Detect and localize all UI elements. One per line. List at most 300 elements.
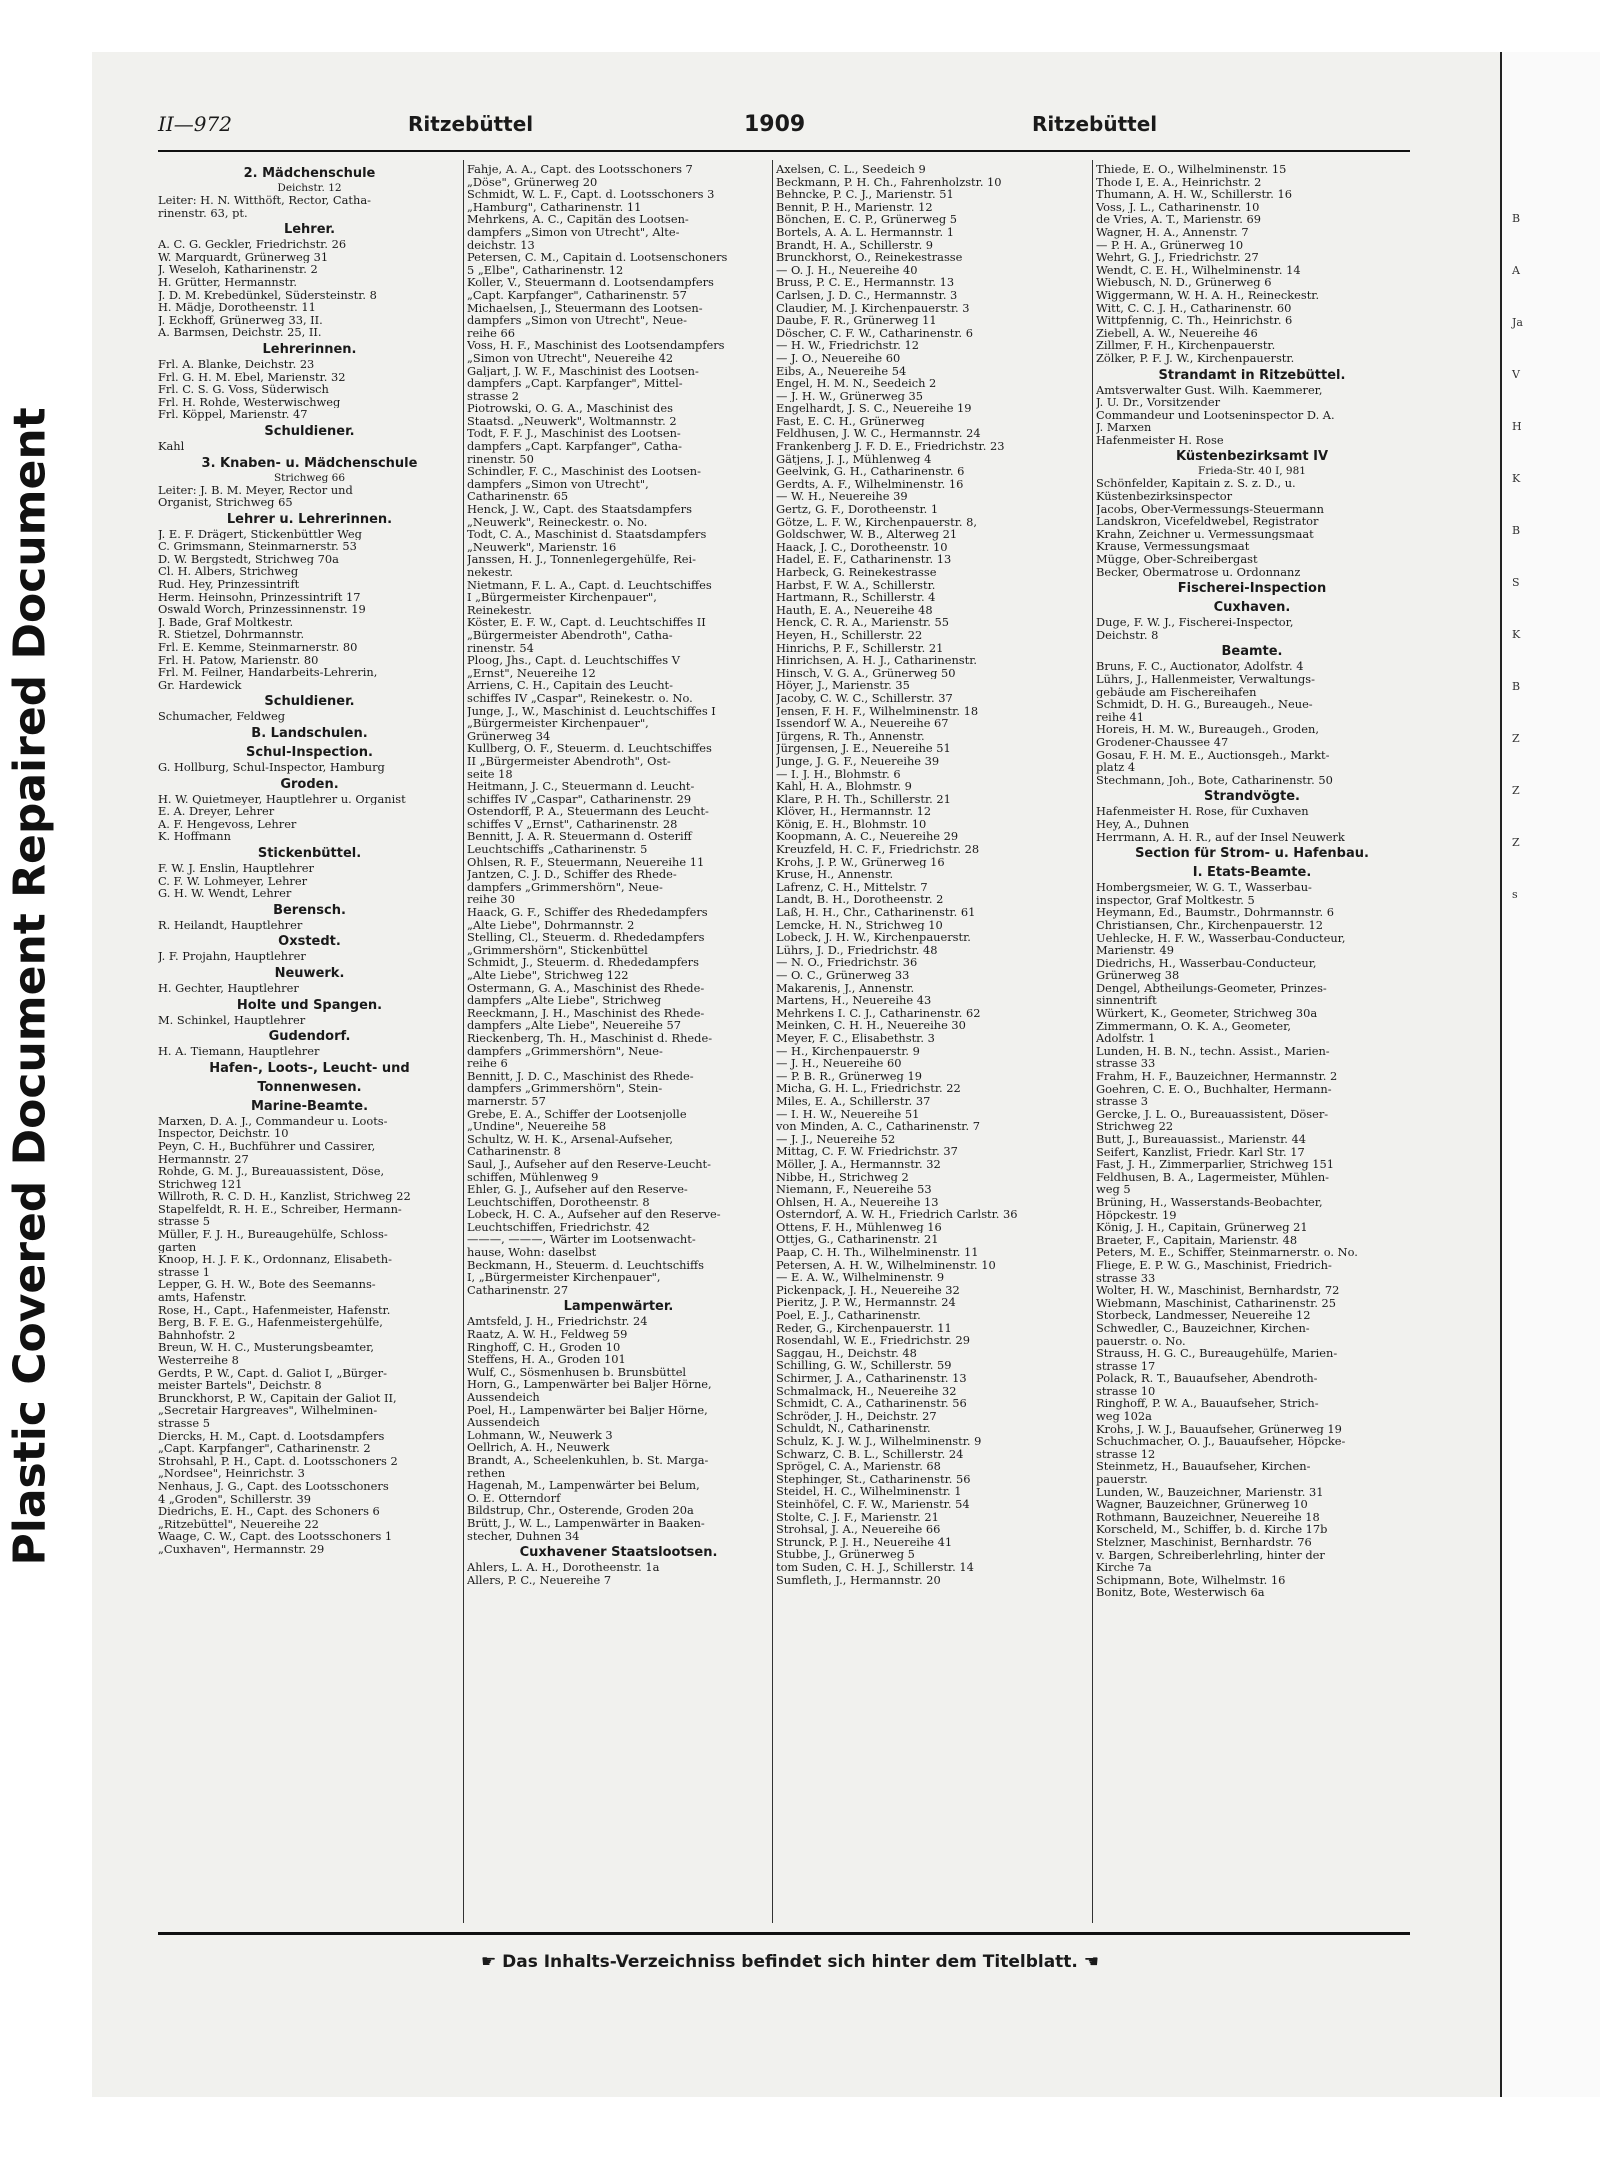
section-heading: Cuxhavener Staatslootsen. bbox=[519, 1545, 718, 1561]
directory-entry: Würkert, K., Geometer, Strichweg 30a bbox=[1096, 1007, 1318, 1020]
directory-entry: — J. J., Neuereihe 52 bbox=[776, 1132, 896, 1146]
directory-entry: I „Bürgermeister Kirchenpauer", bbox=[467, 591, 657, 604]
column-1 bbox=[158, 163, 461, 1923]
directory-entry: Galjart, J. W. F., Maschinist des Lootsen- bbox=[467, 364, 699, 378]
adjacent-page-letter: B bbox=[1512, 212, 1521, 225]
section-heading: Strandamt in Ritzebüttel. bbox=[1158, 367, 1346, 383]
directory-entry: pauerstr. o. No. bbox=[1096, 1334, 1186, 1348]
directory-entry: Commandeur und Lootseninspector D. A. bbox=[1096, 408, 1335, 422]
directory-entry: Krahn, Zeichner u. Vermessungsmaat bbox=[1096, 527, 1314, 541]
directory-entry: Schmalmack, H., Neuereihe 32 bbox=[776, 1384, 957, 1398]
directory-entry: Behncke, P. C. J., Marienstr. 51 bbox=[776, 188, 954, 201]
directory-entry: Schumacher, Feldweg bbox=[158, 710, 286, 723]
directory-entry: Frankenberg J. F. D. E., Friedrichstr. 23 bbox=[776, 440, 1005, 453]
adjacent-page-letter: Ja bbox=[1512, 316, 1523, 329]
directory-entry: Haack, G. F., Schiffer des Rhededampfers bbox=[467, 906, 708, 919]
directory-entry: König, J. H., Capitain, Grünerweg 21 bbox=[1096, 1221, 1308, 1234]
directory-entry: Jantzen, C. J. D., Schiffer des Rhede- bbox=[467, 868, 677, 881]
directory-entry: Ostendorff, P. A., Steuermann des Leucht- bbox=[467, 805, 709, 818]
directory-entry: Brunckhorst, O., Reinekestrasse bbox=[776, 251, 963, 264]
directory-entry: dampfers „Grimmershörn", Stein- bbox=[467, 1082, 663, 1095]
directory-entry: Frl. G. H. M. Ebel, Marienstr. 32 bbox=[158, 370, 346, 384]
directory-entry: — H., Kirchenpauerstr. 9 bbox=[776, 1044, 920, 1058]
directory-entry: Höyer, J., Marienstr. 35 bbox=[776, 679, 910, 692]
directory-entry: Makarenis, J., Annenstr. bbox=[776, 981, 915, 995]
directory-entry: Küstenbezirksinspector bbox=[1096, 490, 1233, 503]
directory-entry: Höpckestr. 19 bbox=[1096, 1208, 1177, 1222]
directory-entry: Gosau, F. H. M. E., Auctionsgeh., Markt- bbox=[1096, 748, 1330, 762]
directory-entry: Martens, H., Neuereihe 43 bbox=[776, 994, 932, 1007]
directory-entry: Ziebell, A. W., Neuereihe 46 bbox=[1096, 326, 1258, 340]
directory-entry: Gerdts, P. W., Capt. d. Galiot I, „Bürger- bbox=[158, 1366, 387, 1380]
directory-entry: Müller, F. J. H., Bureaugehülfe, Schloss- bbox=[158, 1228, 388, 1241]
directory-entry: Stubbe, J., Grünerweg 5 bbox=[776, 1548, 915, 1561]
directory-entry: Frl. E. Kemme, Steinmarnerstr. 80 bbox=[158, 641, 358, 654]
section-heading: Marine-Beamte. bbox=[250, 1098, 369, 1114]
directory-entry: Wolter, H. W., Maschinist, Bernhardstr, 72 bbox=[1096, 1284, 1340, 1297]
section-heading: Lehrerinnen. bbox=[262, 341, 357, 357]
directory-entry: „Döse", Grünerweg 20 bbox=[467, 175, 598, 189]
directory-entry: „Bürgermeister Abendroth", Catha- bbox=[467, 628, 673, 642]
directory-entry: Oellrich, A. H., Neuwerk bbox=[467, 1441, 610, 1454]
directory-entry: Brandt, A., Scheelenkuhlen, b. St. Marga- bbox=[467, 1453, 709, 1467]
directory-entry: dampfers „Capt. Karpfanger", Mittel- bbox=[467, 377, 683, 390]
directory-entry: Mehrkens I. C. J., Catharinenstr. 62 bbox=[776, 1006, 981, 1020]
directory-entry: Hey, A., Duhnen bbox=[1096, 817, 1190, 831]
directory-entry: Geelvink, G. H., Catharinenstr. 6 bbox=[776, 465, 965, 478]
directory-entry: Saul, J., Aufseher auf den Reserve-Leucht- bbox=[467, 1157, 711, 1171]
directory-entry: Bonitz, Bote, Westerwisch 6a bbox=[1096, 1586, 1265, 1599]
directory-entry: strasse 2 bbox=[467, 389, 519, 403]
section-heading: Stickenbüttel. bbox=[257, 845, 362, 861]
section-heading: Hafen-, Loots-, Leucht- und bbox=[209, 1060, 410, 1076]
directory-entry: Leuchtschiffen, Dorotheenstr. 8 bbox=[467, 1195, 650, 1209]
adjacent-page-letter: s bbox=[1512, 888, 1518, 901]
directory-entry: seite 18 bbox=[467, 767, 513, 781]
directory-entry: Willroth, R. C. D. H., Kanzlist, Strichweg 22 bbox=[158, 1190, 411, 1203]
directory-entry: „Bürgermeister Kirchenpauer", bbox=[467, 717, 649, 730]
directory-entry: Zimmermann, O. K. A., Geometer, bbox=[1096, 1019, 1291, 1033]
directory-entry: deichstr. 13 bbox=[467, 238, 535, 252]
directory-entry: Christiansen, Chr., Kirchenpauerstr. 12 bbox=[1096, 918, 1323, 932]
directory-entry: Strauss, H. G. C., Bureaugehülfe, Marien- bbox=[1096, 1347, 1338, 1360]
directory-entry: — W. H., Neuereihe 39 bbox=[776, 490, 908, 504]
directory-entry: reihe 30 bbox=[467, 893, 516, 907]
directory-entry: Gätjens, J. J., Mühlenweg 4 bbox=[776, 452, 932, 466]
directory-entry: Strichweg 22 bbox=[1096, 1120, 1174, 1133]
header-rule bbox=[158, 150, 1410, 152]
column-3 bbox=[776, 163, 1088, 1923]
directory-entry: Herrmann, A. H. R., auf der Insel Neuwerk bbox=[1096, 830, 1345, 844]
directory-entry: Gertz, G. F., Dorotheenstr. 1 bbox=[776, 503, 939, 516]
directory-entry: Organist, Strichweg 65 bbox=[158, 496, 293, 509]
directory-entry: Ohlsen, H. A., Neuereihe 13 bbox=[776, 1195, 939, 1209]
header-right-title: Ritzebüttel bbox=[1032, 112, 1158, 136]
directory-entry: Lobeck, H. C. A., Aufseher auf den Reserve- bbox=[467, 1208, 721, 1221]
section-heading: Beamte. bbox=[1221, 644, 1283, 660]
directory-entry: dampfers „Capt. Karpfanger", Catha- bbox=[467, 440, 682, 453]
directory-entry: Hadel, E. F., Catharinenstr. 13 bbox=[776, 553, 952, 566]
directory-entry: Arriens, C. H., Capitain des Leucht- bbox=[467, 679, 673, 692]
directory-entry: Klöver, H., Hermannstr. 12 bbox=[776, 805, 932, 818]
directory-entry: Daube, F. R., Grünerweg 11 bbox=[776, 314, 937, 327]
directory-entry: Kreuzfeld, H. C. F., Friedrichstr. 28 bbox=[776, 843, 980, 856]
directory-entry: nekestr. bbox=[467, 566, 513, 579]
footer-notice bbox=[380, 1952, 1200, 1972]
directory-entry: Butt, J., Bureauassist., Marienstr. 44 bbox=[1096, 1133, 1307, 1146]
directory-entry: dampfers „Grimmershörn", Neue- bbox=[467, 1044, 663, 1058]
directory-entry: Leuchtschiffen, Friedrichstr. 42 bbox=[467, 1220, 650, 1234]
directory-entry: gebäude am Fischereihafen bbox=[1096, 685, 1257, 699]
directory-entry: Hombergsmeier, W. G. T., Wasserbau- bbox=[1096, 881, 1312, 894]
directory-entry: M. Schinkel, Hauptlehrer bbox=[158, 1013, 306, 1027]
directory-entry: Frahm, H. F., Bauzeichner, Hermannstr. 2 bbox=[1096, 1070, 1338, 1083]
directory-entry: Landskron, Vicefeldwebel, Registrator bbox=[1096, 515, 1319, 528]
directory-entry: Mehrkens, A. C., Capitän des Lootsen- bbox=[467, 213, 689, 226]
directory-entry: Amtsfeld, J. H., Friedrichstr. 24 bbox=[467, 1315, 648, 1329]
directory-entry: Frl. H. Rohde, Westerwischweg bbox=[158, 395, 341, 409]
directory-entry: sinnentrift bbox=[1096, 994, 1157, 1008]
directory-entry: „Alte Liebe", Dohrmannstr. 2 bbox=[467, 918, 635, 932]
directory-entry: Claudier, M. J. Kirchenpauerstr. 3 bbox=[776, 301, 970, 315]
directory-entry: Harbst, F. W. A., Schillerstr. bbox=[776, 578, 936, 592]
directory-entry: Catharinenstr. 8 bbox=[467, 1145, 561, 1158]
directory-entry: Lohmann, W., Neuwerk 3 bbox=[467, 1428, 613, 1442]
directory-entry: Wagner, Bauzeichner, Grünerweg 10 bbox=[1096, 1498, 1308, 1511]
directory-entry: v. Bargen, Schreiberlehrling, hinter der bbox=[1096, 1548, 1325, 1562]
directory-entry: Heymann, Ed., Baumstr., Dohrmannstr. 6 bbox=[1096, 906, 1334, 919]
section-heading: Lehrer. bbox=[283, 222, 336, 238]
directory-entry: Kruse, H., Annenstr. bbox=[776, 868, 894, 881]
directory-entry: Schuldt, N., Catharinenstr. bbox=[776, 1422, 931, 1435]
adjacent-page-letter: B bbox=[1512, 524, 1521, 537]
directory-entry: Ohlsen, R. F., Steuermann, Neuereihe 11 bbox=[467, 855, 705, 869]
directory-entry: dampfers „Grimmershörn", Neue- bbox=[467, 880, 663, 894]
directory-entry: Stelzner, Maschinist, Bernhardstr. 76 bbox=[1096, 1536, 1312, 1549]
directory-entry: J. Eckhoff, Grünerweg 33, II. bbox=[158, 313, 323, 327]
directory-entry: dampfers „Simon von Utrecht", Alte- bbox=[467, 225, 680, 239]
section-heading: B. Landschulen. bbox=[251, 726, 368, 741]
directory-entry: Lepper, G. H. W., Bote des Seemanns- bbox=[158, 1278, 376, 1292]
directory-entry: — O. C., Grünerweg 33 bbox=[776, 969, 910, 982]
directory-entry: „Capt. Karpfanger", Catharinenstr. 2 bbox=[158, 1442, 371, 1455]
directory-entry: strasse 1 bbox=[158, 1265, 210, 1279]
section-heading: 2. Mädchenschule bbox=[243, 166, 376, 181]
directory-entry: Strohsal, J. A., Neuereihe 66 bbox=[776, 1523, 941, 1536]
directory-entry: Frl. Köppel, Marienstr. 47 bbox=[158, 408, 308, 421]
directory-entry: Ehler, G. J., Aufseher auf den Reserve- bbox=[467, 1183, 688, 1196]
adjacent-page-letter: H bbox=[1512, 420, 1522, 433]
section-heading: I. Etats-Beamte. bbox=[1192, 865, 1312, 881]
section-heading: Küstenbezirksamt IV bbox=[1175, 449, 1329, 465]
section-address: Deichstr. 12 bbox=[277, 182, 342, 194]
column-2 bbox=[467, 163, 770, 1923]
directory-entry: A. C. G. Geckler, Friedrichstr. 26 bbox=[158, 238, 347, 251]
directory-entry: Pickenpack, J. H., Neuereihe 32 bbox=[776, 1283, 960, 1297]
directory-entry: Kirche 7a bbox=[1096, 1561, 1152, 1574]
directory-entry: Reder, G., Kirchenpauerstr. 11 bbox=[776, 1321, 952, 1335]
adjacent-page-letter: A bbox=[1512, 264, 1520, 277]
directory-entry: Ringhoff, C. H., Groden 10 bbox=[467, 1340, 621, 1354]
directory-entry: „Simon von Utrecht", Neuereihe 42 bbox=[467, 351, 674, 365]
directory-entry: Krohs, J. W. J., Bauaufseher, Grünerweg 19 bbox=[1096, 1422, 1342, 1436]
directory-entry: Diercks, H. M., Capt. d. Lootsdampfers bbox=[158, 1429, 385, 1443]
directory-entry: Fliege, E. P. W. G., Maschinist, Friedrich- bbox=[1096, 1258, 1332, 1272]
pointing-hand-right-icon: ☚ bbox=[1077, 1952, 1100, 1972]
directory-entry: „Neuwerk", Reineckestr. o. No. bbox=[467, 515, 648, 529]
header-left-title: Ritzebüttel bbox=[408, 112, 534, 136]
directory-entry: König, E. H., Blohmstr. 10 bbox=[776, 817, 927, 831]
directory-entry: Catharinenstr. 27 bbox=[467, 1283, 569, 1297]
section-heading: Tonnenwesen. bbox=[257, 1079, 362, 1095]
section-heading: Schuldiener. bbox=[264, 694, 355, 710]
directory-entry: „Neuwerk", Marienstr. 16 bbox=[467, 540, 617, 554]
directory-entry: Feldhusen, B. A., Lagermeister, Mühlen- bbox=[1096, 1170, 1330, 1184]
directory-entry: Korscheld, M., Schiffer, b. d. Kirche 17b bbox=[1096, 1523, 1328, 1536]
directory-entry: Jürgens, R. Th., Annenstr. bbox=[776, 729, 925, 743]
directory-entry: Brüning, H., Wasserstands-Beobachter, bbox=[1096, 1195, 1323, 1209]
directory-entry: J. Weseloh, Katharinenstr. 2 bbox=[158, 263, 318, 276]
directory-entry: Rohde, G. M. J., Bureauassistent, Döse, bbox=[158, 1165, 385, 1178]
directory-entry: Rothmann, Bauzeichner, Neuereihe 18 bbox=[1096, 1510, 1320, 1524]
directory-entry: Gerdts, A. F., Wilhelminenstr. 16 bbox=[776, 477, 964, 491]
directory-entry: J. Bade, Graf Moltkestr. bbox=[158, 615, 294, 629]
directory-entry: „Cuxhaven", Hermannstr. 29 bbox=[158, 1542, 325, 1556]
section-heading: Schuldiener. bbox=[264, 423, 355, 439]
directory-entry: Schwedler, C., Bauzeichner, Kirchen- bbox=[1096, 1321, 1310, 1335]
directory-entry: Poel, E. J., Catharinenstr. bbox=[776, 1309, 921, 1322]
directory-entry: Petersen, A. H. W., Wilhelminenstr. 10 bbox=[776, 1258, 996, 1272]
section-heading: Groden. bbox=[280, 776, 339, 792]
directory-entry: Frl. H. Patow, Marienstr. 80 bbox=[158, 653, 319, 667]
directory-entry: Schmidt, C. A., Catharinenstr. 56 bbox=[776, 1397, 967, 1410]
directory-entry: Frl. M. Feilner, Handarbeits-Lehrerin, bbox=[158, 666, 378, 679]
directory-entry: Fast, J. H., Zimmerparlier, Strichweg 151 bbox=[1096, 1158, 1334, 1171]
directory-entry: Bruss, P. C. E., Hermannstr. 13 bbox=[776, 276, 955, 289]
directory-entry: Knoop, H. J. F. K., Ordonnanz, Elisabeth- bbox=[158, 1253, 392, 1266]
directory-entry: inspector, Graf Moltkestr. 5 bbox=[1096, 893, 1255, 907]
directory-entry: II „Bürgermeister Abendroth", Ost- bbox=[467, 754, 671, 768]
directory-entry: — J. H. W., Grünerweg 35 bbox=[776, 389, 923, 403]
directory-entry: „Capt. Karpfanger", Catharinenstr. 57 bbox=[467, 288, 687, 302]
directory-entry: H. Mädje, Dorotheenstr. 11 bbox=[158, 301, 316, 314]
directory-entry: dampfers „Simon von Utrecht", bbox=[467, 477, 649, 491]
directory-entry: — N. O., Friedrichstr. 36 bbox=[776, 956, 918, 969]
directory-entry: Wiebusch, N. D., Grünerweg 6 bbox=[1096, 276, 1272, 289]
directory-entry: „Undine", Neuereihe 58 bbox=[467, 1120, 607, 1133]
directory-entry: Wehrt, G. J., Friedrichstr. 27 bbox=[1096, 251, 1259, 264]
directory-entry: Schmidt, D. H. G., Bureaugeh., Neue- bbox=[1096, 698, 1313, 711]
directory-entry: Nenhaus, J. G., Capt. des Lootsschoners bbox=[158, 1479, 389, 1493]
directory-entry: A. F. Hengevoss, Lehrer bbox=[158, 817, 297, 831]
directory-entry: Bortels, A. A. L. Hermannstr. 1 bbox=[776, 225, 954, 239]
directory-entry: Götze, L. F. W., Kirchenpauerstr. 8, bbox=[776, 515, 977, 529]
directory-entry: Steinmetz, H., Bauaufseher, Kirchen- bbox=[1096, 1460, 1311, 1474]
directory-entry: Braeter, F., Capitain, Marienstr. 48 bbox=[1096, 1233, 1298, 1247]
directory-entry: Kullberg, O. F., Steuerm. d. Leuchtschiffes bbox=[467, 742, 712, 755]
directory-entry: Ottjes, G., Catharinenstr. 21 bbox=[776, 1233, 939, 1247]
directory-entry: Hermannstr. 27 bbox=[158, 1152, 249, 1166]
directory-entry: Allers, P. C., Neuereihe 7 bbox=[467, 1573, 612, 1587]
directory-entry: Peyn, C. H., Buchführer und Cassirer, bbox=[158, 1139, 376, 1153]
directory-entry: Möller, J. A., Hermannstr. 32 bbox=[776, 1157, 941, 1171]
directory-entry: strasse 17 bbox=[1096, 1359, 1156, 1373]
section-heading: Berensch. bbox=[273, 902, 346, 918]
directory-entry: Reeckmann, J. H., Maschinist des Rhede- bbox=[467, 1006, 705, 1020]
directory-entry: schiffen, Mühlenweg 9 bbox=[467, 1170, 599, 1184]
directory-entry: Steinhöfel, C. F. W., Marienstr. 54 bbox=[776, 1497, 970, 1511]
directory-entry: Breun, W. H. C., Musterungsbeamter, bbox=[158, 1341, 374, 1354]
directory-entry: Pieritz, J. P. W., Hermannstr. 24 bbox=[776, 1296, 956, 1310]
directory-entry: rinenstr. 54 bbox=[467, 641, 534, 655]
directory-entry: Herm. Heinsohn, Prinzessintrift 17 bbox=[158, 590, 361, 604]
directory-entry: Junge, J., W., Maschinist d. Leuchtschiffes I bbox=[467, 704, 716, 718]
directory-entry: schiffes IV „Caspar", Reinekestr. o. No. bbox=[467, 691, 693, 705]
column-divider bbox=[772, 160, 773, 1923]
directory-entry: Heitmann, J. C., Steuermann d. Leucht- bbox=[467, 780, 695, 793]
directory-entry: Raatz, A. W. H., Feldweg 59 bbox=[467, 1328, 628, 1341]
directory-entry: Poel, H., Lampenwärter bei Baljer Hörne, bbox=[467, 1403, 708, 1417]
directory-entry: J. E. F. Drägert, Stickenbüttler Weg bbox=[158, 527, 362, 541]
adjacent-page-edge bbox=[1500, 52, 1600, 2097]
directory-entry: Rud. Hey, Prinzessintrift bbox=[158, 578, 300, 591]
directory-entry: R. Heilandt, Hauptlehrer bbox=[158, 918, 303, 932]
section-heading: Gudendorf. bbox=[268, 1029, 351, 1045]
directory-entry: Schindler, F. C., Maschinist des Lootsen- bbox=[467, 465, 701, 478]
directory-entry: de Vries, A. T., Marienstr. 69 bbox=[1096, 213, 1262, 226]
directory-entry: Oswald Worch, Prinzessinnenstr. 19 bbox=[158, 603, 366, 616]
adjacent-page-letter: S bbox=[1512, 576, 1520, 589]
column-divider bbox=[1092, 160, 1093, 1923]
directory-entry: Schönfelder, Kapitain z. S. z. D., u. bbox=[1096, 477, 1296, 491]
directory-entry: Brunckhorst, P. W., Capitain der Galiot II, bbox=[158, 1391, 397, 1405]
directory-entry: — J. O., Neuereihe 60 bbox=[776, 351, 901, 365]
directory-entry: Miles, E. A., Schillerstr. 37 bbox=[776, 1094, 931, 1108]
directory-entry: Goehren, C. E. O., Buchhalter, Hermann- bbox=[1096, 1082, 1332, 1096]
column-divider bbox=[463, 160, 464, 1923]
directory-entry: Voss, J. L., Catharinenstr. 10 bbox=[1096, 200, 1260, 214]
directory-entry: Inspector, Deichstr. 10 bbox=[158, 1127, 289, 1140]
directory-entry: Stechmann, Joh., Bote, Catharinenstr. 50 bbox=[1096, 773, 1333, 787]
directory-entry: Feldhusen, J. W. C., Hermannstr. 24 bbox=[776, 427, 981, 441]
directory-entry: Koopmann, A. C., Neuereihe 29 bbox=[776, 830, 959, 844]
directory-entry: Steffens, H. A., Groden 101 bbox=[467, 1353, 626, 1366]
directory-entry: Wittpfennig, C. Th., Heinrichstr. 6 bbox=[1096, 314, 1293, 327]
directory-entry: Schwarz, C. B. L., Schillerstr. 24 bbox=[776, 1447, 964, 1461]
directory-entry: C. Grimsmann, Steinmarnerstr. 53 bbox=[158, 540, 357, 553]
directory-entry: Mügge, Ober-Schreibergast bbox=[1096, 553, 1258, 566]
directory-entry: Hauth, E. A., Neuereihe 48 bbox=[776, 603, 933, 617]
directory-entry: H. Gechter, Hauptlehrer bbox=[158, 981, 299, 995]
directory-entry: Schirmer, J. A., Catharinenstr. 13 bbox=[776, 1372, 967, 1385]
directory-entry: G. Hollburg, Schul-Inspector, Hamburg bbox=[158, 761, 385, 774]
directory-entry: Ostermann, G. A., Maschinist des Rhede- bbox=[467, 981, 705, 995]
directory-entry: Hafenmeister H. Rose, für Cuxhaven bbox=[1096, 805, 1309, 818]
directory-entry: Lührs, J., Hallenmeister, Verwaltungs- bbox=[1096, 673, 1315, 686]
directory-entry: Bennitt, J. A. R. Steuermann d. Osteriff bbox=[467, 830, 692, 844]
directory-entry: Köster, E. F. W., Capt. d. Leuchtschiffes II bbox=[467, 616, 706, 629]
directory-entry: Engelhardt, J. S. C., Neuereihe 19 bbox=[776, 402, 972, 415]
preservation-stamp: Plastic Covered Document Repaired Document bbox=[4, 407, 56, 1566]
directory-entry: — P. H. A., Grünerweg 10 bbox=[1096, 238, 1244, 252]
directory-entry: Berg, B. F. E. G., Hafenmeistergehülfe, bbox=[158, 1316, 383, 1329]
directory-entry: Schipmann, Bote, Wilhelmstr. 16 bbox=[1096, 1573, 1286, 1587]
directory-entry: weg 5 bbox=[1096, 1183, 1131, 1196]
directory-entry: stecher, Duhnen 34 bbox=[467, 1529, 580, 1543]
directory-entry: Lunden, W., Bauzeichner, Marienstr. 31 bbox=[1096, 1485, 1324, 1499]
directory-entry: „Grimmershörn", Stickenbüttel bbox=[467, 943, 648, 957]
directory-entry: J. F. Projahn, Hauptlehrer bbox=[158, 950, 306, 963]
section-heading: Oxstedt. bbox=[278, 934, 341, 950]
directory-entry: Aussendeich bbox=[467, 1391, 540, 1404]
directory-entry: Marienstr. 49 bbox=[1096, 944, 1174, 957]
directory-entry: Ahlers, L. A. H., Dorotheenstr. 1a bbox=[467, 1561, 660, 1574]
directory-entry: G. H. W. Wendt, Lehrer bbox=[158, 887, 292, 900]
directory-entry: strasse 12 bbox=[1096, 1447, 1156, 1461]
directory-entry: Stapelfeldt, R. H. E., Schreiber, Hermann- bbox=[158, 1202, 402, 1216]
directory-entry: Becker, Obermatrose u. Ordonnanz bbox=[1096, 565, 1301, 579]
directory-entry: garten bbox=[158, 1240, 197, 1254]
directory-entry: ———, ———, Wärter im Lootsenwacht- bbox=[467, 1233, 696, 1247]
directory-entry: Nibbe, H., Strichweg 2 bbox=[776, 1170, 909, 1184]
directory-entry: Bildstrup, Chr., Osterende, Groden 20a bbox=[467, 1504, 694, 1517]
directory-entry: Döscher, C. F. W., Catharinenstr. 6 bbox=[776, 326, 974, 340]
directory-entry: — J. H., Neuereihe 60 bbox=[776, 1057, 902, 1070]
directory-entry: Landt, B. H., Dorotheenstr. 2 bbox=[776, 893, 944, 907]
directory-entry: J. Marxen bbox=[1096, 421, 1152, 434]
directory-entry: Lobeck, J. H. W., Kirchenpauerstr. bbox=[776, 931, 971, 944]
directory-entry: Wiebmann, Maschinist, Catharinenstr. 25 bbox=[1096, 1296, 1337, 1310]
directory-entry: Thumann, A. H. W., Schillerstr. 16 bbox=[1096, 188, 1292, 201]
directory-entry: Stolte, C. J. F., Marienstr. 21 bbox=[776, 1510, 939, 1524]
directory-entry: Reinekestr. bbox=[467, 603, 532, 617]
directory-entry: Wiggermann, W. H. A. H., Reineckestr. bbox=[1096, 288, 1320, 302]
directory-entry: H. A. Tiemann, Hauptlehrer bbox=[158, 1045, 320, 1058]
directory-entry: Engel, H. M. N., Seedeich 2 bbox=[776, 377, 937, 390]
adjacent-page-letter: Z bbox=[1512, 836, 1520, 849]
directory-entry: Krause, Vermessungsmaat bbox=[1096, 540, 1250, 554]
header-year: 1909 bbox=[744, 112, 806, 137]
directory-entry: Grodener-Chaussee 47 bbox=[1096, 735, 1229, 749]
directory-entry: Catharinenstr. 65 bbox=[467, 490, 569, 504]
directory-entry: Haack, J. C., Dorotheenstr. 10 bbox=[776, 540, 948, 554]
directory-entry: Hinsch, V. G. A., Grünerweg 50 bbox=[776, 666, 956, 680]
directory-entry: Bennitt, J. D. C., Maschinist des Rhede- bbox=[467, 1069, 694, 1083]
directory-entry: Schultz, W. H. K., Arsenal-Aufseher, bbox=[467, 1132, 673, 1146]
directory-entry: Hinrichsen, A. H. J., Catharinenstr. bbox=[776, 654, 978, 667]
directory-entry: Henck, C. R. A., Marienstr. 55 bbox=[776, 616, 949, 629]
directory-entry: Polack, R. T., Bauaufseher, Abendroth- bbox=[1096, 1372, 1318, 1385]
directory-entry: reihe 41 bbox=[1096, 710, 1145, 724]
directory-entry: Junge, J. G. F., Neuereihe 39 bbox=[776, 754, 940, 768]
directory-entry: H. W. Quietmeyer, Hauptlehrer u. Organist bbox=[158, 792, 406, 806]
directory-entry: dampfers „Simon von Utrecht", Neue- bbox=[467, 314, 688, 327]
directory-entry: Witt, C. C. J. H., Catharinenstr. 60 bbox=[1096, 301, 1292, 315]
section-heading: Lehrer u. Lehrerinnen. bbox=[226, 511, 393, 527]
directory-entry: Jürgensen, J. E., Neuereihe 51 bbox=[776, 742, 951, 755]
directory-entry: dampfers „Alte Liebe", Neuereihe 57 bbox=[467, 1019, 682, 1032]
directory-entry: Axelsen, C. L., Seedeich 9 bbox=[776, 163, 926, 176]
directory-entry: strasse 3 bbox=[1096, 1095, 1148, 1108]
page-header bbox=[158, 112, 1410, 146]
directory-entry: amts, Hafenstr. bbox=[158, 1291, 247, 1304]
directory-entry: Rose, H., Capt., Hafenmeister, Hafenstr. bbox=[158, 1303, 391, 1317]
directory-entry: Petersen, C. M., Capitain d. Lootsenschoners bbox=[467, 251, 728, 264]
directory-entry: Niemann, F., Neuereihe 53 bbox=[776, 1183, 932, 1196]
directory-entry: R. Stietzel, Dohrmannstr. bbox=[158, 628, 305, 642]
directory-entry: Ottens, F. H., Mühlenweg 16 bbox=[776, 1220, 942, 1234]
directory-entry: Nietmann, F. L. A., Capt. d. Leuchtschiffes bbox=[467, 578, 712, 592]
